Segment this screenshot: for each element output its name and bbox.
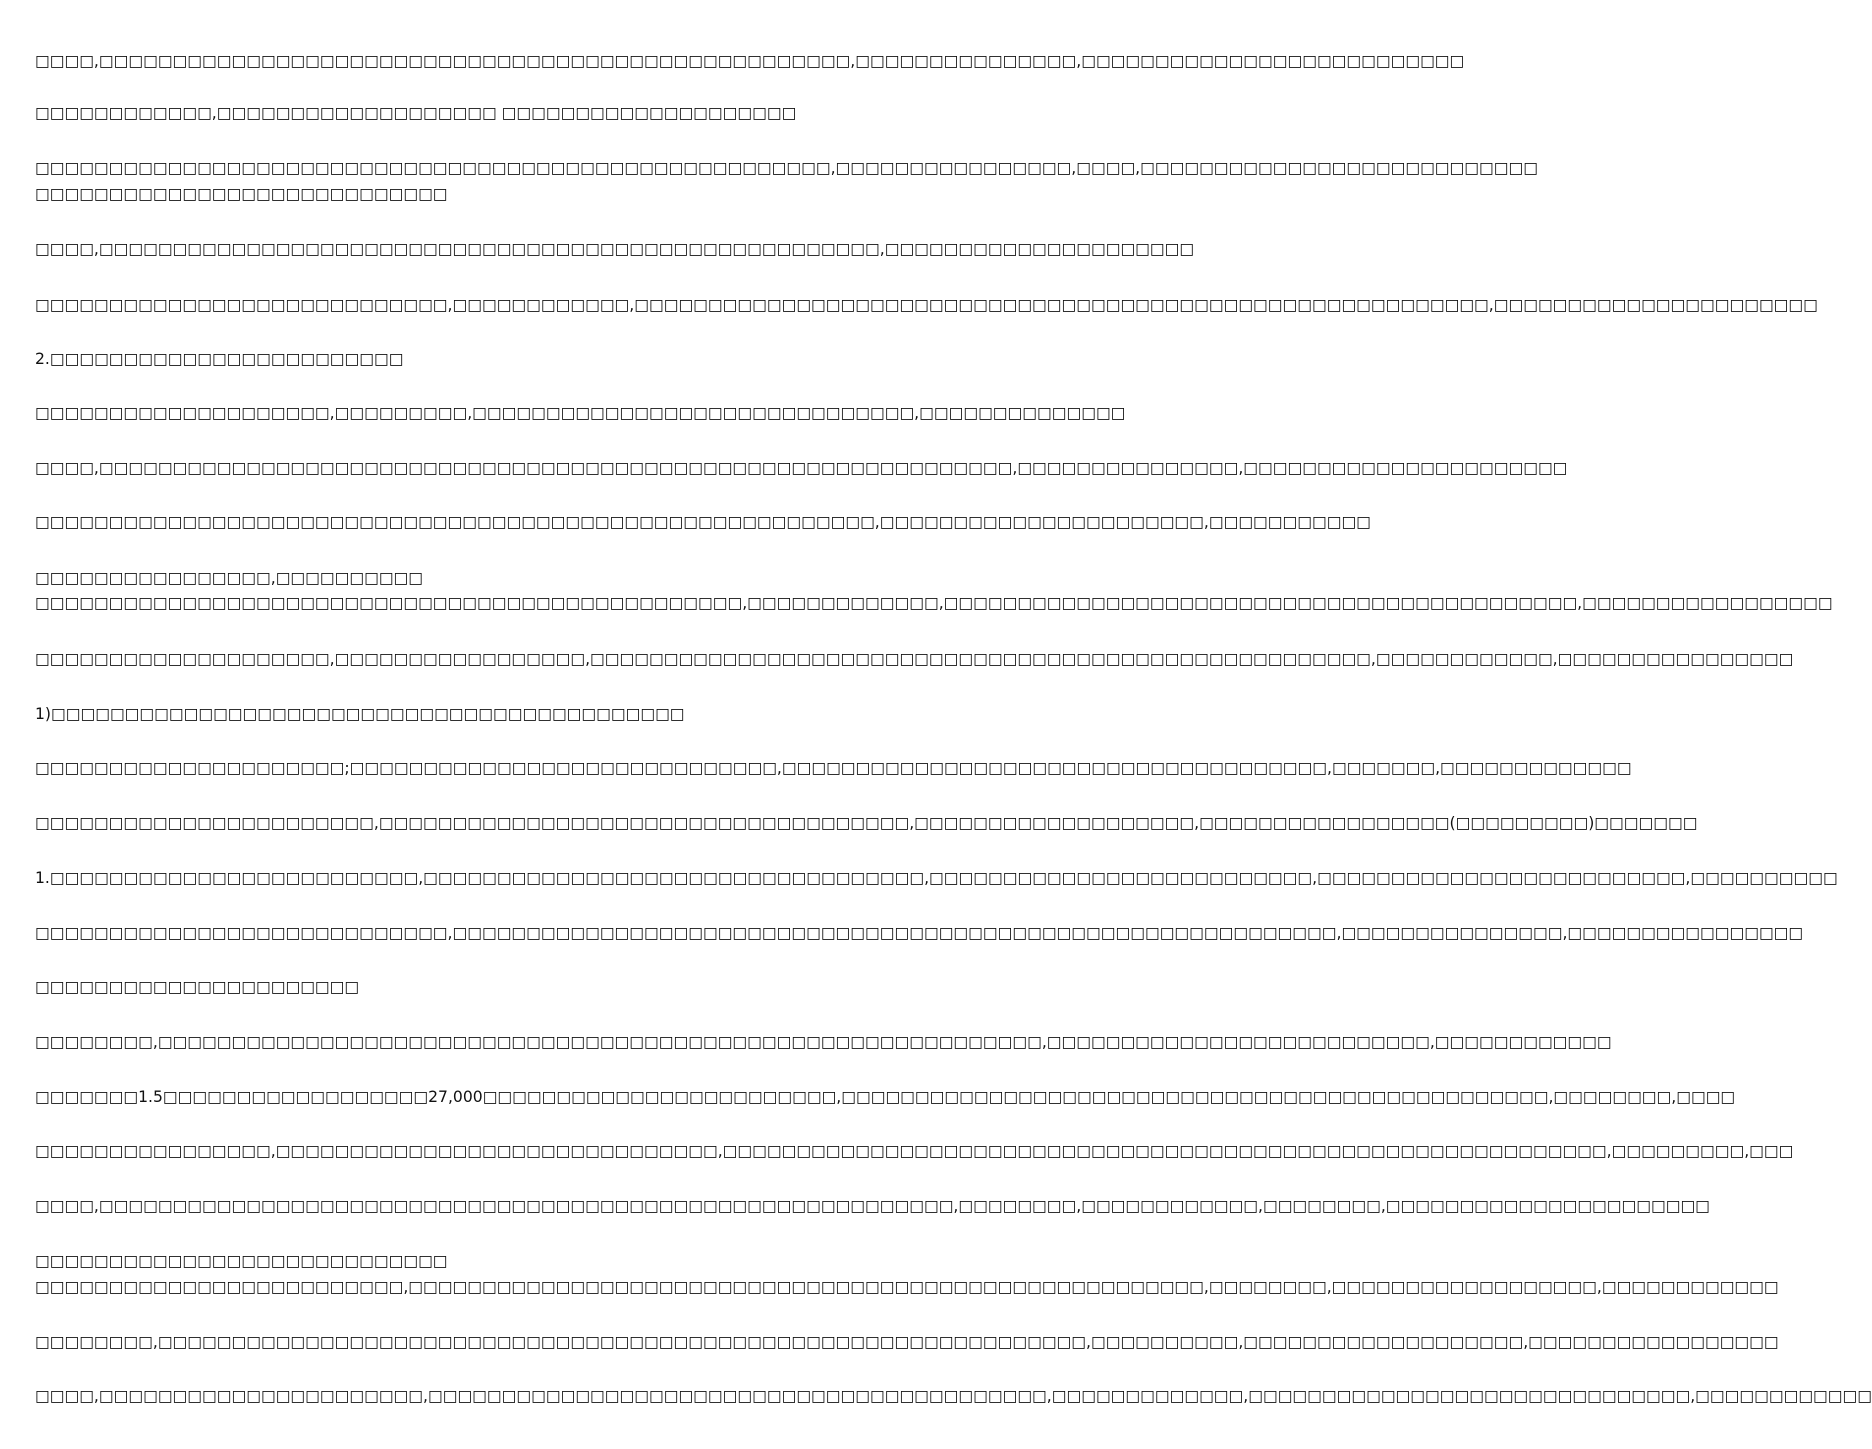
text-line: □□□□□□□□□□□□□□□□□□□□,□□□□□□□□□,□□□□□□□□□□□□□□□□□□□□□□□□□□□□□□,□□□□□□□□□□□□□□ <box>35 404 1126 422</box>
text-line: □□□□,□□□□□□□□□□□□□□□□□□□□□□□□□□□□□□□□□□□□□□□□□□□□□□□□□□□,□□□□□□□□□□□□□□□,□□□□□□□□□□□□□□□□□□□□□□□□□□ <box>35 52 1465 70</box>
text-line: □□□□,□□□□□□□□□□□□□□□□□□□□□□□□□□□□□□□□□□□□□□□□□□□□□□□□□□□□□,□□□□□□□□□□□□□□□□□□□□□ <box>35 240 1195 258</box>
text-line: □□□□□□□□□□□□□□□□□□□□□□□□□□□□,□□□□□□□□□□□□□□□□□□□□□□□□□□□□□□□□□□□□□□□□□□□□□□□□□□□□□□□□□□□□,□□□□□□□□□□□□□□□,□□□□□□□□□□□□□□□□ <box>35 924 1804 942</box>
text-line: □□□□,□□□□□□□□□□□□□□□□□□□□□□□□□□□□□□□□□□□□□□□□□□□□□□□□□□□□□□□□□□□□□□,□□□□□□□□□□□□□□□,□□□□□□□□□□□□□□□□□□□□□□ <box>35 459 1568 477</box>
text-line: □□□□□□□□□□□□□□□□□□□□□□□,□□□□□□□□□□□□□□□□□□□□□□□□□□□□□□□□□□□□,□□□□□□□□□□□□□□□□□□□,□□□□□□□□□□□□□□□□□(□□□□□□□□□)□□□□□□□ <box>35 814 1698 832</box>
text-line: □□□□□□□1.5□□□□□□□□□□□□□□□□□□27,000□□□□□□□□□□□□□□□□□□□□□□□□,□□□□□□□□□□□□□□□□□□□□□□□□□□□□□□□□□□□□□□□□□□□□□□□□,□□□□□□□□,□□□□ <box>35 1088 1736 1106</box>
text-line: □□□□□□□□□□□□,□□□□□□□□□□□□□□□□□□□ □□□□□□□□□□□□□□□□□□□□ <box>35 104 797 122</box>
text-line: □□□□□□□□,□□□□□□□□□□□□□□□□□□□□□□□□□□□□□□□□□□□□□□□□□□□□□□□□□□□□□□□□□□□□□□□,□□□□□□□□□□,□□□□□□□□□□□□□□□□□□□,□□□□□□□□□□□□□□□□□ <box>35 1333 1779 1351</box>
text-line: □□□□□□□□□□□□□□□□□□□□□□□□□□□□,□□□□□□□□□□□□,□□□□□□□□□□□□□□□□□□□□□□□□□□□□□□□□□□□□□□□□□□□□□□□□□□□□□□□□□□,□□□□□□□□□□□□□□□□□□□□□□ <box>35 296 1818 314</box>
text-line: □□□□□□□□□□□□□□□□□□□□,□□□□□□□□□□□□□□□□□,□□□□□□□□□□□□□□□□□□□□□□□□□□□□□□□□□□□□□□□□□□□□□□□□□□□□□,□□□□□□□□□□□□,□□□□□□□□□□□□□□□□ <box>35 650 1794 668</box>
text-line: □□□□□□□□□□□□□□□□,□□□□□□□□□□□□□□□□□□□□□□□□□□□□□□,□□□□□□□□□□□□□□□□□□□□□□□□□□□□□□□□□□□□□□□□□□□□□□□□□□□□□□□□□□□□,□□□□□□□□□,□□□ <box>35 1142 1794 1160</box>
text-line: □□□□□□□□□□□□□□□□□□□□□□□□□□□□□□□□□□□□□□□□□□□□□□□□□□□□□□□□□,□□□□□□□□□□□□□□□□□□□□□□,□□□□□□□□□□□ <box>35 513 1371 531</box>
text-line: □□□□□□□□□□□□□□□□□□□□□□□□□□□□ <box>35 1252 448 1270</box>
text-line: □□□□□□□□□□□□□□□□,□□□□□□□□□□ <box>35 569 424 587</box>
text-line: □□□□□□□□□□□□□□□□□□□□□□□□□□□□ <box>35 185 448 203</box>
text-line: □□□□,□□□□□□□□□□□□□□□□□□□□□□,□□□□□□□□□□□□□□□□□□□□□□□□□□□□□□□□□□□□□□□□□□,□□□□□□□□□□□□□,□□□□□□□□□□□□□□□□□□□□□□□□□□□□□□,□□□□□□□□□□□□ <box>35 1387 1872 1405</box>
text-line: □□□□□□□□□□□□□□□□□□□□□□□□□□□□□□□□□□□□□□□□□□□□□□□□,□□□□□□□□□□□□□,□□□□□□□□□□□□□□□□□□□□□□□□□□□□□□□□□□□□□□□□□□□,□□□□□□□□□□□□□□□□□ <box>35 594 1833 612</box>
text-line: □□□□□□□□□□□□□□□□□□□□□□□□□,□□□□□□□□□□□□□□□□□□□□□□□□□□□□□□□□□□□□□□□□□□□□□□□□□□□□□□,□□□□□□□□,□□□□□□□□□□□□□□□□□□,□□□□□□□□□□□□ <box>35 1278 1779 1296</box>
text-line: □□□□□□□□□□□□□□□□□□□□□□□□□□□□□□□□□□□□□□□□□□□□□□□□□□□□□□,□□□□□□□□□□□□□□□□,□□□□,□□□□□□□□□□□□□□□□□□□□□□□□□□□ <box>35 159 1538 177</box>
text-line: □□□□,□□□□□□□□□□□□□□□□□□□□□□□□□□□□□□□□□□□□□□□□□□□□□□□□□□□□□□□□□□,□□□□□□□□,□□□□□□□□□□□□,□□□□□□□□,□□□□□□□□□□□□□□□□□□□□□□ <box>35 1197 1710 1215</box>
section-heading: 2.□□□□□□□□□□□□□□□□□□□□□□□□ <box>35 350 404 368</box>
document-page <box>35 0 1872 1449</box>
text-line: □□□□□□□□□□□□□□□□□□□□□;□□□□□□□□□□□□□□□□□□□□□□□□□□□□□,□□□□□□□□□□□□□□□□□□□□□□□□□□□□□□□□□□□□□,□□□□□□□,□□□□□□□□□□□□□ <box>35 759 1632 777</box>
list-item: 1)□□□□□□□□□□□□□□□□□□□□□□□□□□□□□□□□□□□□□□□□□□□ <box>35 705 685 723</box>
list-item: 1.□□□□□□□□□□□□□□□□□□□□□□□□□,□□□□□□□□□□□□□□□□□□□□□□□□□□□□□□□□□□,□□□□□□□□□□□□□□□□□□□□□□□□□□,□□□□□□□□□□□□□□□□□□□□□□□□□,□□□□□□□□□□ <box>35 869 1838 887</box>
text-line: □□□□□□□□,□□□□□□□□□□□□□□□□□□□□□□□□□□□□□□□□□□□□□□□□□□□□□□□□□□□□□□□□□□□□,□□□□□□□□□□□□□□□□□□□□□□□□□□,□□□□□□□□□□□□ <box>35 1033 1612 1051</box>
text-line: □□□□□□□□□□□□□□□□□□□□□□ <box>35 978 360 996</box>
